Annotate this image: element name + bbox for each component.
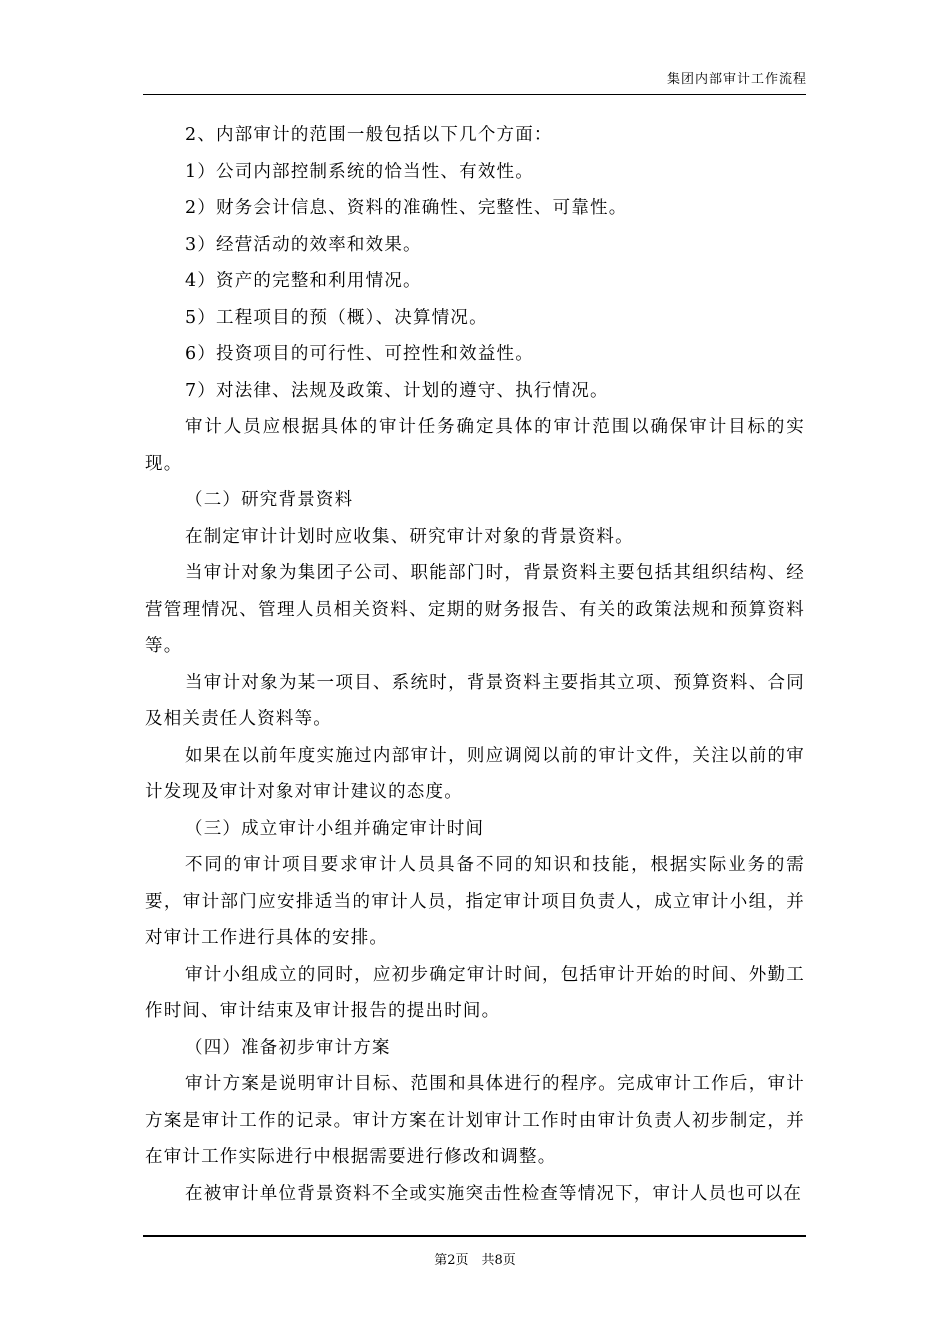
list-item: 3）经营活动的效率和效果。 bbox=[185, 234, 422, 255]
paragraph: 在被审计单位背景资料不全或实施突击性检查等情况下，审计人员也可以在 bbox=[185, 1183, 803, 1204]
section-heading: （四）准备初步审计方案 bbox=[185, 1037, 391, 1058]
list-item: 7）对法律、法规及政策、计划的遵守、执行情况。 bbox=[185, 380, 609, 401]
list-item: 1）公司内部控制系统的恰当性、有效性。 bbox=[185, 161, 534, 182]
paragraph: 2、内部审计的范围一般包括以下几个方面： bbox=[185, 125, 553, 145]
paragraph: 审计方案是说明审计目标、范围和具体进行的程序。完成审计工作后，审计方案是审计工作的记录。审计方案在计划审计工作时由审计负责人初步制定，并在审计工作实际进行中根据需要进行修改和调整。 bbox=[145, 1074, 805, 1167]
section-heading: （二）研究背景资料 bbox=[185, 490, 354, 510]
document-body bbox=[145, 117, 805, 1212]
list-item: 4）资产的完整和利用情况。 bbox=[185, 271, 422, 291]
paragraph: 审计小组成立的同时，应初步确定审计时间，包括审计开始的时间、外勤工作时间、审计结束及审计报告的提出时间。 bbox=[145, 964, 805, 1021]
paragraph: 在制定审计计划时应收集、研究审计对象的背景资料。 bbox=[185, 526, 634, 547]
paragraph: 不同的审计项目要求审计人员具备不同的知识和技能，根据实际业务的需要，审计部门应安排适当的审计人员，指定审计项目负责人，成立审计小组，并对审计工作进行具体的安排。 bbox=[145, 855, 805, 948]
footer-divider bbox=[143, 1235, 806, 1237]
paragraph: 如果在以前年度实施过内部审计，则应调阅以前的审计文件，关注以前的审计发现及审计对象对审计建议的态度。 bbox=[145, 745, 805, 802]
paragraph: 当审计对象为集团子公司、职能部门时，背景资料主要包括其组织结构、经营管理情况、管理人员相关资料、定期的财务报告、有关的政策法规和预算资料等。 bbox=[145, 563, 805, 656]
list-item: 2）财务会计信息、资料的准确性、完整性、可靠性。 bbox=[185, 198, 628, 218]
running-header-title: 集团内部审计工作流程 bbox=[666, 72, 807, 87]
list-item: 5）工程项目的预（概）、决算情况。 bbox=[185, 307, 488, 328]
list-item: 6）投资项目的可行性、可控性和效益性。 bbox=[185, 344, 534, 364]
page-number: 第2页 共8页 bbox=[434, 1253, 516, 1268]
paragraph: 审计人员应根据具体的审计任务确定具体的审计范围以确保审计目标的实现。 bbox=[145, 417, 805, 474]
header-divider bbox=[143, 94, 806, 95]
paragraph: 当审计对象为某一项目、系统时，背景资料主要指其立项、预算资料、合同及相关责任人资料等。 bbox=[145, 672, 805, 729]
section-heading: （三）成立审计小组并确定审计时间 bbox=[185, 818, 485, 839]
